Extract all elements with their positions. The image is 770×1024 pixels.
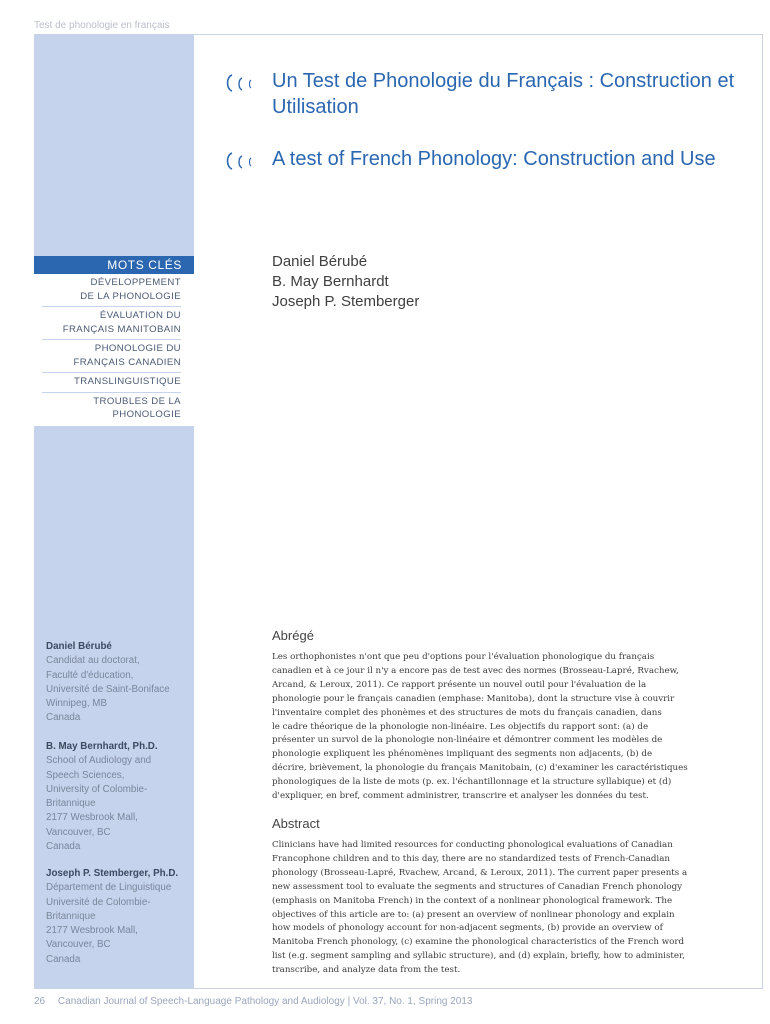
- affiliation-line: Université de Saint-Boniface: [46, 683, 170, 695]
- body-line: d'expliquer, en bref, comment administrer, transcrire et analyser les données du test.: [272, 791, 649, 802]
- keyword-line: TRANSLINGUISTIQUE: [73, 376, 181, 387]
- affiliation-line: Canada: [46, 841, 81, 853]
- body-line: objectives of this article are to: (a) present an overview of nonlinear phonology and explain: [272, 909, 675, 920]
- keywords-list: [34, 274, 194, 426]
- abstract-body: [272, 839, 724, 978]
- body-line: phonologiques de la liste de mots (p. ex. l'échantillonnage et la structure syllabique) et (d): [272, 777, 672, 788]
- keyword-line: FRANÇAIS CANADIEN: [73, 356, 181, 368]
- abrege-heading: Abrégé: [272, 628, 314, 643]
- affiliation-line: 2177 Wesbrook Mall,: [46, 812, 138, 824]
- body-line: présenter un survol de la phonologie non-linéaire et démontrer comment les modèles de: [272, 735, 663, 746]
- author-name: B. May Bernhardt: [272, 273, 389, 290]
- author-list: [272, 252, 419, 312]
- keyword-line: PHONOLOGIE: [112, 409, 181, 420]
- abstract-section: [272, 816, 724, 978]
- title-fr-row: [222, 68, 742, 120]
- affiliation-berube: [46, 640, 194, 726]
- body-line: phonologie pour le français canadien (emphase: Manitoba), dont la structure vise à couvrir: [272, 693, 675, 704]
- affiliation-line: Winnipeg, MB: [46, 698, 107, 710]
- body-line: Clinicians have had limited resources for conducting phonological evaluations of Canadian: [272, 840, 673, 850]
- title-block: [222, 68, 742, 172]
- keyword-item: [42, 307, 181, 340]
- affiliation-line: School of Audiology and: [46, 755, 152, 767]
- page-number: 26: [34, 996, 46, 1007]
- abrege-body: [272, 651, 724, 804]
- keyword-line: ÉVALUATION DU: [99, 310, 181, 321]
- title-english: A test of French Phonology: Construction and Use: [272, 148, 716, 170]
- affiliation-name: Joseph P. Stemberger, Ph.D.: [46, 868, 179, 879]
- body-line: phonology (Brosseau-Lapré, Rvachew, Arcand, & Leroux, 2011). The current paper presents a: [272, 867, 688, 878]
- keyword-item: [42, 393, 181, 426]
- body-line: le cadre théorique de la phonologie non-linéaire. Les objectifs du rapport sont: (a) de: [272, 721, 649, 732]
- affiliation-line: 2177 Wesbrook Mall,: [46, 925, 138, 937]
- author-name: Daniel Bérubé: [272, 253, 368, 270]
- keyword-item: [42, 373, 181, 393]
- body-line: Francophone children and to this day, there are no standardized tests of French-Canadian: [272, 853, 670, 864]
- title-en-row: [222, 146, 742, 172]
- affiliation-bernhardt: [46, 740, 194, 854]
- body-line: décrire, brièvement, la phonologie du français Manitobain, (c) d'examiner les caractéristiques: [272, 763, 688, 774]
- keyword-line: DÉVELOPPEMENT: [90, 277, 181, 288]
- body-line: phonologie expliquent les phénomènes impliquant des segments non adjacents, (b) de: [272, 749, 653, 760]
- affiliation-line: Université de Colombie-: [46, 896, 151, 908]
- abstract-heading: Abstract: [272, 816, 320, 831]
- body-line: Les orthophonistes n'ont que peu d'options pour l'évaluation phonologique du français: [272, 652, 655, 662]
- affiliation-line: Vancouver, BC: [46, 826, 111, 838]
- affiliation-line: Département de Linguistique: [46, 882, 172, 894]
- running-head: Test de phonologie en français: [34, 20, 170, 31]
- keyword-line: PHONOLOGIE DU: [94, 343, 181, 354]
- affiliation-name: Daniel Bérubé: [46, 641, 112, 652]
- body-line: new assessment tool to evaluate the segments and structures of Canadian French phonology: [272, 881, 683, 892]
- affiliation-line: Faculté d'éducation,: [46, 669, 134, 681]
- affiliation-stemberger: [46, 867, 194, 967]
- affiliation-line: Candidat au doctorat,: [46, 655, 140, 667]
- abrege-section: [272, 628, 724, 804]
- keyword-item: [42, 274, 181, 307]
- quote-mark-icon: [222, 150, 262, 172]
- affiliation-line: Speech Sciences,: [46, 769, 125, 781]
- body-line: list (e.g. segment sampling and syllabic structure), and (d) explain, briefly, how to administer,: [272, 951, 686, 962]
- body-line: how models of phonology account for non-adjacent segments, (b) provide an overview of: [272, 923, 663, 934]
- keywords-header: MOTS CLÉS: [34, 256, 194, 274]
- affiliation-line: Britannique: [46, 910, 96, 922]
- keyword-item: [42, 340, 181, 373]
- keyword-line: FRANÇAIS MANITOBAIN: [62, 323, 181, 335]
- affiliation-line: Canada: [46, 953, 81, 965]
- keyword-line: TROUBLES DE LA: [93, 395, 181, 407]
- affiliation-line: Britannique: [46, 798, 96, 810]
- keyword-line: DE LA PHONOLOGIE: [80, 290, 181, 302]
- body-line: Arcand, & Leroux, 2011). Ce rapport présente un nouvel outil pour l'évaluation de la: [272, 679, 647, 690]
- title-french: Un Test de Phonologie du Français : Construction et Utilisation: [272, 70, 735, 118]
- body-line: transcribe, and analyze data from the test.: [272, 965, 461, 976]
- body-line: l'inventaire complet des phonèmes et des structures de mots du français canadien, dans: [272, 707, 662, 718]
- page-footer: [34, 996, 472, 1007]
- body-line: canadien et à ce jour il n'y a encore pas de test avec des normes (Brosseau-Lapré, Rvachew,: [272, 665, 679, 676]
- affiliation-line: Canada: [46, 712, 81, 724]
- journal-citation: Canadian Journal of Speech-Language Pathology and Audiology | Vol. 37, No. 1, Spring 2013: [57, 996, 473, 1007]
- affiliation-name: B. May Bernhardt, Ph.D.: [46, 741, 158, 752]
- affiliation-line: University of Colombie-: [46, 783, 148, 795]
- body-line: (emphasis on Manitoba French) in the context of a nonlinear phonological framework. The: [272, 895, 673, 906]
- quote-mark-icon: [222, 72, 262, 94]
- body-line: Manitoba French phonology, (c) examine the phonological characteristics of the French word: [272, 937, 685, 948]
- affiliation-line: Vancouver, BC: [46, 939, 111, 951]
- author-name: Joseph P. Stemberger: [272, 293, 420, 310]
